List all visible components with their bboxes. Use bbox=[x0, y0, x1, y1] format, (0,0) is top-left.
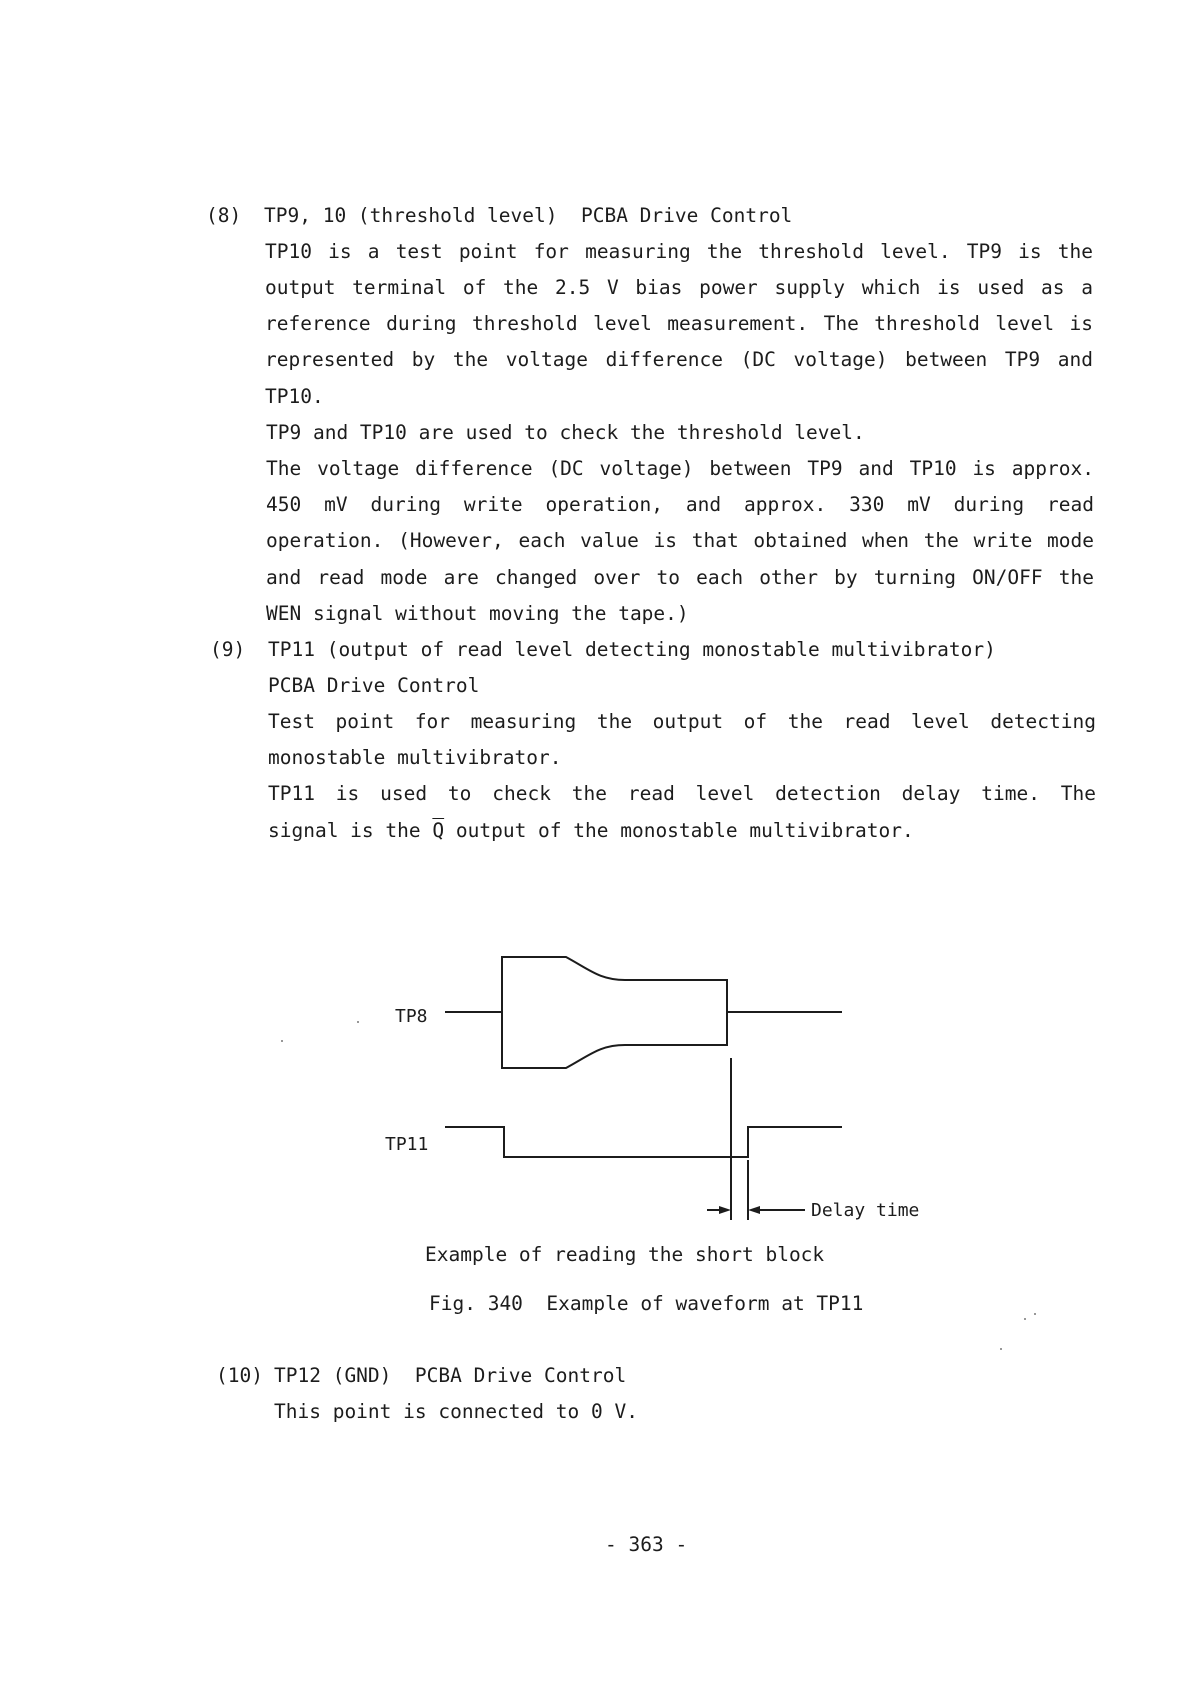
q-text-after: output of the monostable multivibrator. bbox=[444, 819, 914, 842]
q-text-before: signal is the bbox=[268, 819, 433, 842]
scan-speck bbox=[357, 1021, 359, 1023]
section-9-para1-line: Test point for measuring the output of the read level detecting bbox=[268, 710, 1096, 733]
delay-arrowhead-left bbox=[719, 1206, 731, 1214]
section-9-heading: TP11 (output of read level detecting monostable multivibrator) bbox=[268, 638, 996, 661]
section-9-subheading: PCBA Drive Control bbox=[268, 674, 480, 697]
section-8-para3-line: The voltage difference (DC voltage) between TP9 and TP10 is approx. bbox=[266, 457, 1094, 480]
section-8-number: (8) bbox=[206, 204, 242, 227]
page-number: - 363 - bbox=[605, 1533, 688, 1556]
tp8-lower-envelope bbox=[502, 1012, 727, 1068]
delay-time-label: Delay time bbox=[811, 1200, 920, 1221]
section-10-number: (10) bbox=[216, 1364, 263, 1387]
section-8-heading: TP9, 10 (threshold level) PCBA Drive Control bbox=[264, 204, 793, 227]
section-9-para2-line1: TP11 is used to check the read level detection delay time. The bbox=[268, 782, 1096, 805]
section-10-text: This point is connected to 0 V. bbox=[274, 1400, 638, 1423]
section-8-para1-line: represented by the voltage difference (DC voltage) between TP9 and bbox=[265, 348, 1093, 371]
section-9-number: (9) bbox=[210, 638, 246, 661]
scan-speck bbox=[1000, 1348, 1002, 1350]
scan-speck bbox=[281, 1040, 283, 1042]
figure-caption: Fig. 340 Example of waveform at TP11 bbox=[429, 1292, 864, 1315]
tp11-label: TP11 bbox=[385, 1134, 429, 1155]
figure-subcaption: Example of reading the short block bbox=[425, 1243, 825, 1266]
section-8-para3-line: operation. (However, each value is that obtained when the write mode bbox=[266, 529, 1094, 552]
q-bar-symbol: $\overline{Q}$ bbox=[432, 819, 445, 842]
section-8-para3-line: 450 mV during write operation, and approx. 330 mV during read bbox=[266, 493, 1094, 516]
section-8-para1-line: TP10 is a test point for measuring the threshold level. TP9 is the bbox=[265, 240, 1093, 263]
tp8-label: TP8 bbox=[395, 1006, 428, 1027]
section-8-para3-line: and read mode are changed over to each other by turning ON/OFF the bbox=[266, 566, 1094, 589]
scan-speck bbox=[1024, 1318, 1026, 1320]
delay-arrowhead-right bbox=[748, 1206, 760, 1214]
section-8-para1-line: reference during threshold level measurement. The threshold level is bbox=[265, 312, 1093, 335]
section-8-para2: TP9 and TP10 are used to check the threshold level. bbox=[266, 421, 865, 444]
section-8-para1-line: output terminal of the 2.5 V bias power supply which is used as a bbox=[265, 276, 1093, 299]
section-9-para1-line: monostable multivibrator. bbox=[268, 746, 562, 769]
scan-speck bbox=[1034, 1313, 1036, 1315]
tp8-upper-envelope bbox=[502, 957, 727, 1012]
section-8-para1-line: TP10. bbox=[265, 385, 324, 408]
section-10-heading: TP12 (GND) PCBA Drive Control bbox=[274, 1364, 627, 1387]
tp11-signal bbox=[445, 1127, 842, 1157]
section-8-para3-line: WEN signal without moving the tape.) bbox=[266, 602, 689, 625]
